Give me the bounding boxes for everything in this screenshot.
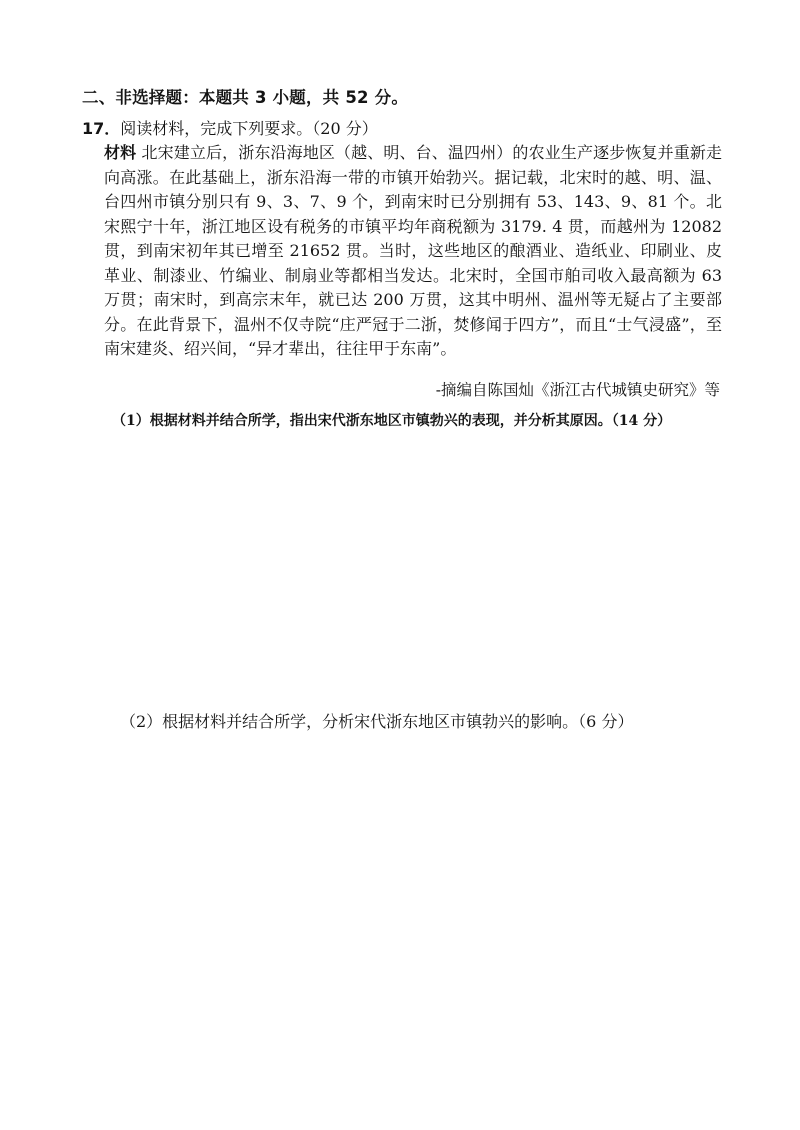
question-17-line [82,116,378,139]
answer-space-1 [82,440,722,695]
sub-question-1: （1）根据材料并结合所学，指出宋代浙东地区市镇勃兴的表现，并分析其原因。（14 分） [112,413,672,429]
question-number: 17． [82,119,121,138]
sub-question-2: （2）根据材料并结合所学，分析宋代浙东地区市镇勃兴的影响。（6 分） [120,712,634,731]
question-prompt: 阅读材料，完成下列要求。（20 分） [120,119,378,138]
section-heading: 二、非选择题：本题共 3 小题，共 52 分。 [82,88,409,107]
answer-space-2 [82,740,722,1100]
material-label: 材料 [104,143,137,162]
material-text: 北宋建立后，浙东沿海地区（越、明、台、温四州）的农业生产逐步恢复并重新走向高涨。在此基础上，浙东沿海一带的市镇开始勃兴。据记载，北宋时的越、明、温、台四州市镇分别只有 9、3、7、9 个，到南宋时已分别拥有 53、143、9、81 个。北宋熙宁十年，浙江地区设有税务的市镇平均年商税额为 3179. 4 贯，而越州为 12082 贯，到南宋初年其已增至 21652 贯。当时，这些地区的酿酒业、造纸业、印刷业、皮革业、制漆业、竹编业、制扇业等都相当发达。北宋时，全国市舶司收入最高额为 63 万贯；南宋时，到高宗末年，就已达 200 万贯，这其中明州、温州等无疑占了主要部分。在此背景下，温州不仅寺院“庄严冠于二浙，焚修闻于四方”，而且“士气浸盛”，至南宋建炎、绍兴间，“异才辈出，往往甲于东南”。 [104,143,722,358]
material-citation: -摘编自陈国灿《浙江古代城镇史研究》等 [435,381,720,399]
material-paragraph [104,141,722,362]
